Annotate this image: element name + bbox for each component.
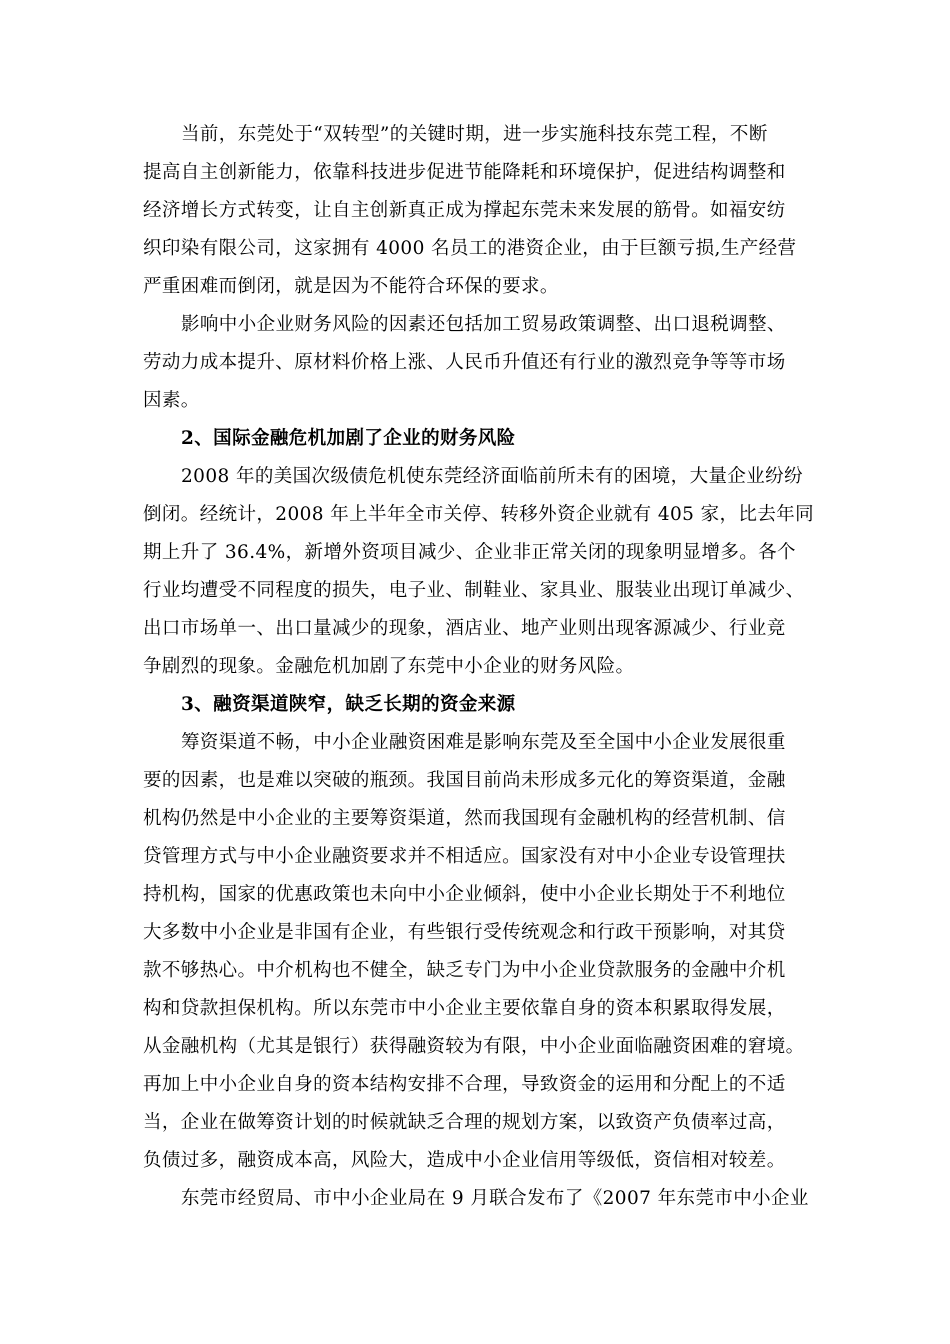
paragraph-line: 东莞市经贸局、市中小企业局在 9 月联合发布了《2007 年东莞市中小企业 bbox=[181, 1188, 809, 1209]
paragraph-line: 构和贷款担保机构。所以东莞市中小企业主要依靠自身的资本积累取得发展， bbox=[143, 998, 786, 1019]
paragraph-line: 2008 年的美国次级债危机使东莞经济面临前所未有的困境，大量企业纷纷 bbox=[181, 466, 803, 487]
paragraph-line: 织印染有限公司，这家拥有 4000 名员工的港资企业，由于巨额亏损,生产经营 bbox=[143, 238, 797, 259]
paragraph-line: 争剧烈的现象。金融危机加剧了东莞中小企业的财务风险。 bbox=[143, 656, 635, 677]
paragraph-line: 出口市场单一、出口量减少的现象，酒店业、地产业则出现客源减少、行业竞 bbox=[143, 618, 786, 639]
paragraph-line: 持机构，国家的优惠政策也未向中小企业倾斜，使中小企业长期处于不利地位 bbox=[143, 884, 786, 905]
paragraph-line: 从金融机构（尤其是银行）获得融资较为有限，中小企业面临融资困难的窘境。 bbox=[143, 1036, 805, 1057]
paragraph-line: 影响中小企业财务风险的因素还包括加工贸易政策调整、出口退税调整、 bbox=[181, 314, 786, 335]
paragraph-line: 严重困难而倒闭，就是因为不能符合环保的要求。 bbox=[143, 276, 559, 297]
paragraph-line: 大多数中小企业是非国有企业，有些银行受传统观念和行政干预影响，对其贷 bbox=[143, 922, 786, 943]
section-heading: 2、国际金融危机加剧了企业的财务风险 bbox=[181, 428, 516, 449]
paragraph-line: 倒闭。经统计，2008 年上半年全市关停、转移外资企业就有 405 家，比去年同 bbox=[143, 504, 815, 525]
paragraph-line: 期上升了 36.4%，新增外资项目减少、企业非正常关闭的现象明显增多。各个 bbox=[143, 542, 796, 563]
paragraph-line: 负债过多，融资成本高，风险大，造成中小企业信用等级低，资信相对较差。 bbox=[143, 1150, 786, 1171]
paragraph-line: 经济增长方式转变，让自主创新真正成为撑起东莞未来发展的筋骨。如福安纺 bbox=[143, 200, 786, 221]
paragraph-line: 机构仍然是中小企业的主要筹资渠道，然而我国现有金融机构的经营机制、信 bbox=[143, 808, 786, 829]
paragraph-line: 当，企业在做筹资计划的时候就缺乏合理的规划方案，以致资产负债率过高， bbox=[143, 1112, 786, 1133]
paragraph-line: 再加上中小企业自身的资本结构安排不合理，导致资金的运用和分配上的不适 bbox=[143, 1074, 786, 1095]
paragraph-line: 贷管理方式与中小企业融资要求并不相适应。国家没有对中小企业专设管理扶 bbox=[143, 846, 786, 867]
paragraph-line: 行业均遭受不同程度的损失，电子业、制鞋业、家具业、服装业出现订单减少、 bbox=[143, 580, 805, 601]
section-heading: 3、融资渠道陕窄，缺乏长期的资金来源 bbox=[181, 694, 516, 715]
paragraph-line: 要的因素，也是难以突破的瓶颈。我国目前尚未形成多元化的筹资渠道，金融 bbox=[143, 770, 786, 791]
paragraph-line: 提高自主创新能力，依靠科技进步促进节能降耗和环境保护，促进结构调整和 bbox=[143, 162, 786, 183]
paragraph-line: 劳动力成本提升、原材料价格上涨、人民币升值还有行业的激烈竞争等等市场 bbox=[143, 352, 786, 373]
paragraph-line: 筹资渠道不畅，中小企业融资困难是影响东莞及至全国中小企业发展很重 bbox=[181, 732, 786, 753]
paragraph-line: 当前，东莞处于“双转型”的关键时期，进一步实施科技东莞工程，不断 bbox=[181, 124, 768, 145]
paragraph-line: 因素。 bbox=[143, 390, 200, 411]
paragraph-line: 款不够热心。中介机构也不健全，缺乏专门为中小企业贷款服务的金融中介机 bbox=[143, 960, 786, 981]
